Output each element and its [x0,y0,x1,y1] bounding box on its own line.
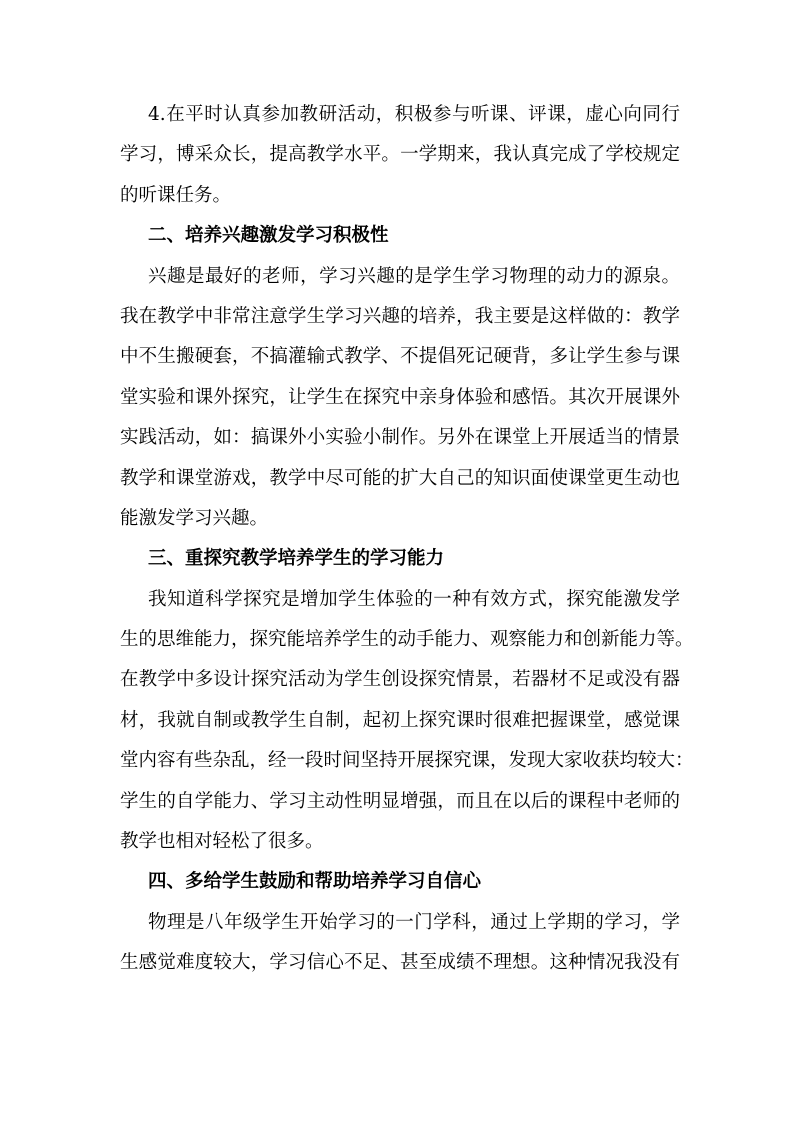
paragraph-line: 堂实验和课外探究，让学生在探究中亲身体验和感悟。其次开展课外 [120,386,680,408]
paragraph-line: 我在教学中非常注意学生学习兴趣的培养，我主要是这样做的：教学 [120,305,680,327]
paragraph-line: 堂内容有些杂乱，经一段时间坚持开展探究课，发现大家收获均较大： [120,750,694,772]
section-heading: 三、重探究教学培养学生的学习能力 [148,548,445,570]
paragraph-line: 学生的自学能力、学习主动性明显增强，而且在以后的课程中老师的 [120,790,680,812]
document-body [120,95,694,984]
paragraph-line: 材，我就自制或教学生自制，起初上探究课时很难把握课堂，感觉课 [120,709,680,731]
paragraph-line: 我知道科学探究是增加学生体验的一种有效方式，探究能激发学 [148,588,680,610]
paragraph-line: 教学和课堂游戏，教学中尽可能的扩大自己的知识面使课堂更生动也 [120,467,680,489]
paragraph-line: 能激发学习兴趣。 [120,507,269,529]
paragraph-line: 学习，博采众长，提高教学水平。一学期来，我认真完成了学校规定 [120,144,680,166]
paragraph-line: 4.在平时认真参加教研活动，积极参与听课、评课，虚心向同行 [148,104,680,125]
paragraph-line: 在教学中多设计探究活动为学生创设探究情景，若器材不足或没有器 [120,669,680,691]
paragraph-line: 生感觉难度较大，学习信心不足、甚至成绩不理想。这种情况我没有 [120,952,680,974]
paragraph-line: 教学也相对轻松了很多。 [120,831,324,853]
paragraph-line: 兴趣是最好的老师，学习兴趣的是学生学习物理的动力的源泉。 [148,265,680,287]
paragraph-line: 的听课任务。 [120,184,232,206]
paragraph-line: 物理是八年级学生开始学习的一门学科，通过上学期的学习，学 [148,911,680,933]
paragraph-line: 实践活动，如：搞课外小实验小制作。另外在课堂上开展适当的情景 [120,427,680,449]
paragraph-line: 中不生搬硬套，不搞灌输式教学、不提倡死记硬背，多让学生参与课 [120,346,680,368]
section-heading: 二、培养兴趣激发学习积极性 [148,225,389,247]
paragraph-line: 生的思维能力，探究能培养学生的动手能力、观察能力和创新能力等。 [120,629,694,651]
section-heading: 四、多给学生鼓励和帮助培养学习自信心 [148,871,482,893]
